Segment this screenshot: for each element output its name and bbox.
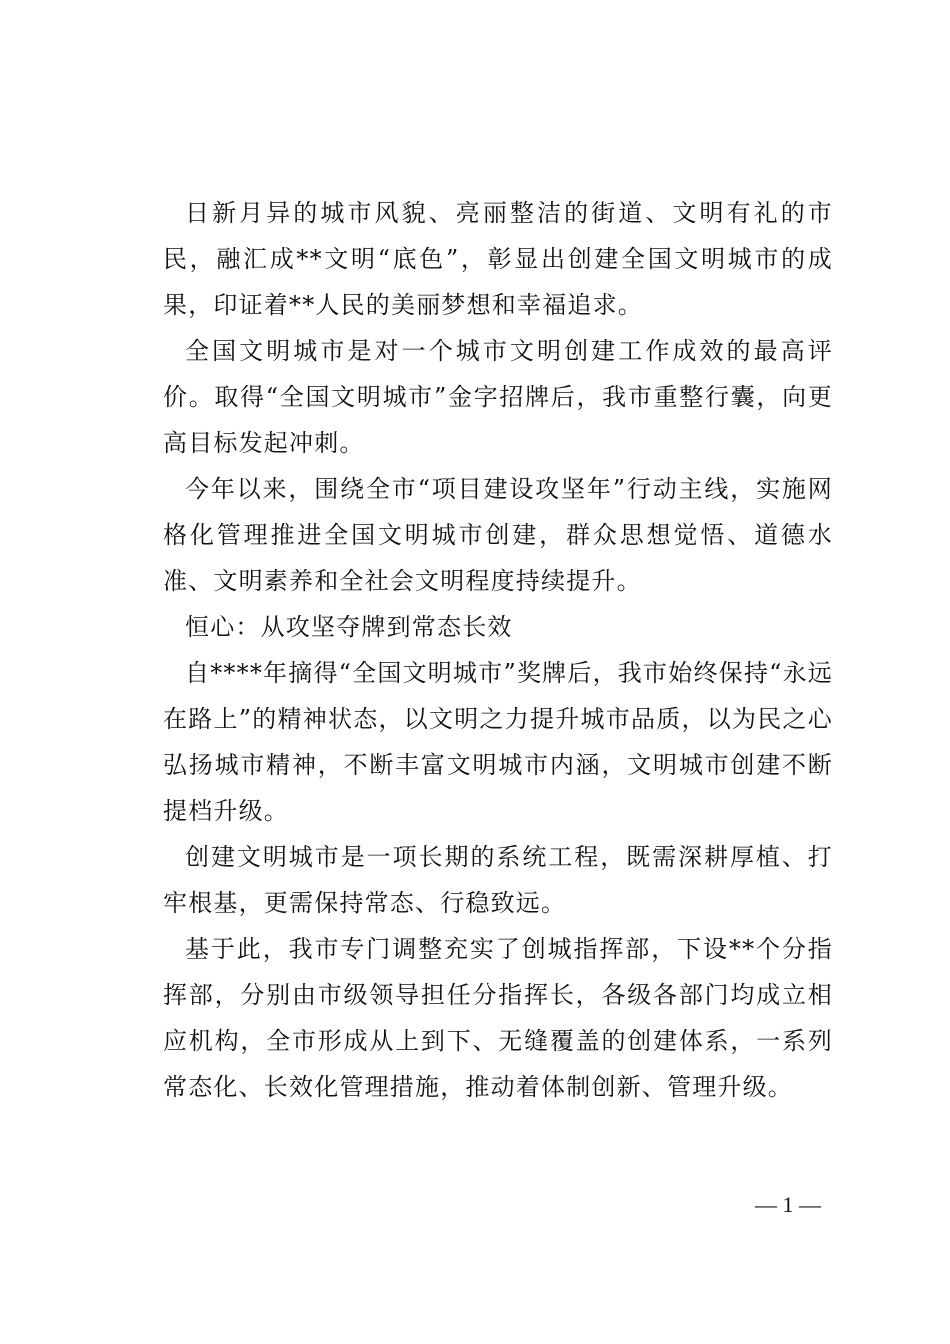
- paragraph-intro: 日新月异的城市风貌、亮丽整洁的街道、文明有礼的市民，融汇成**文明“底色”，彰显出创建全国文明城市的成果，印证着**人民的美丽梦想和幸福追求。: [163, 199, 833, 319]
- paragraph-command: 基于此，我市专门调整充实了创城指挥部，下设**个分指挥部，分别由市级领导担任分指挥长，各级各部门均成立相应机构，全市形成从上到下、无缝覆盖的创建体系，一系列常态化、长效化管理措施，推动着体制创新、管理升级。: [163, 935, 833, 1101]
- page-number: — 1 —: [755, 1192, 821, 1217]
- paragraph-long-term: 创建文明城市是一项长期的系统工程，既需深耕厚植、打牢根基，更需保持常态、行稳致远。: [163, 843, 833, 917]
- document-body: [163, 190, 833, 1110]
- paragraph-award: 自****年摘得“全国文明城市”奖牌后，我市始终保持“永远在路上”的精神状态，以文明之力提升城市品质，以为民之心弘扬城市精神，不断丰富文明城市内涵，文明城市创建不断提档升级。: [163, 659, 833, 825]
- paragraph-this-year: 今年以来，围绕全市“项目建设攻坚年”行动主线，实施网格化管理推进全国文明城市创建，群众思想觉悟、道德水准、文明素养和全社会文明程度持续提升。: [163, 475, 833, 595]
- paragraph-evaluation: 全国文明城市是对一个城市文明创建工作成效的最高评价。取得“全国文明城市”金字招牌后，我市重整行囊，向更高目标发起冲刺。: [163, 337, 833, 457]
- section-heading: 恒心：从攻坚夺牌到常态长效: [185, 613, 513, 641]
